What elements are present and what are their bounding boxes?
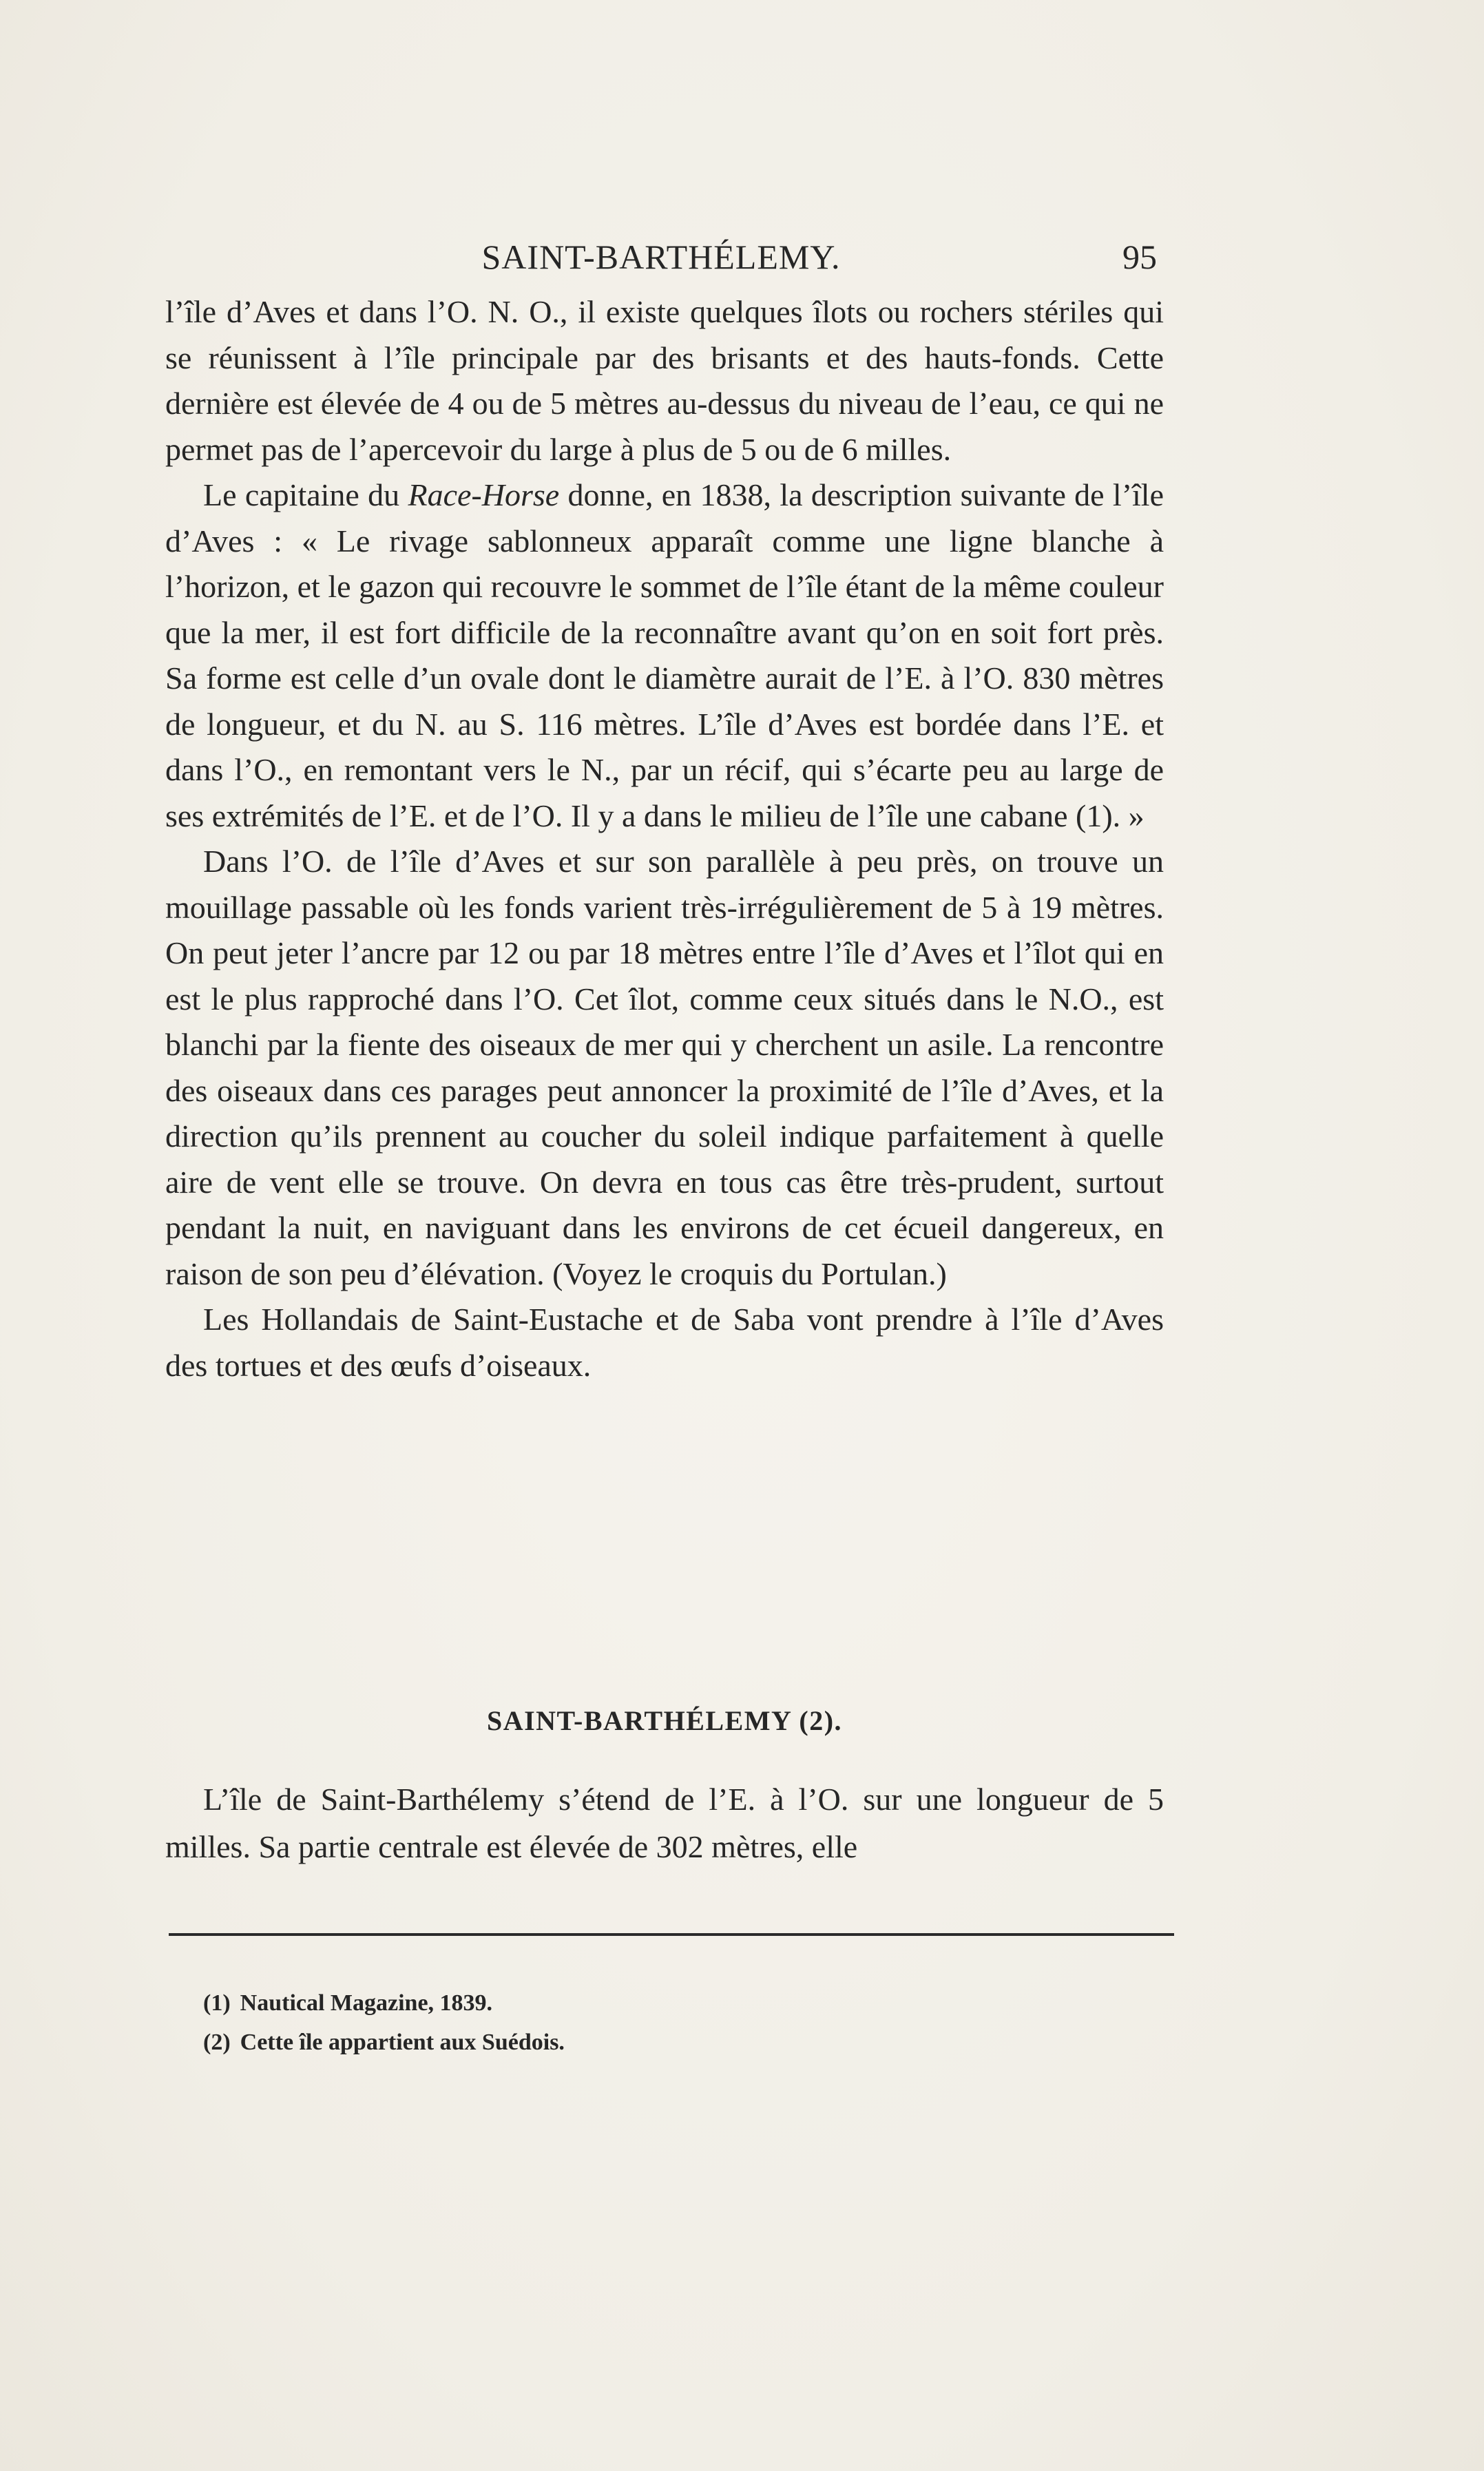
body-text (165, 289, 1164, 1388)
ship-name: Race-Horse (408, 477, 560, 512)
running-head (165, 229, 1157, 284)
footnote-2 (203, 2023, 1098, 2062)
footnote-marker: (1) (203, 1990, 231, 2016)
paragraph-race-horse-start: Le capitaine du (203, 477, 408, 512)
section-paragraph: L’île de Saint-Barthélemy s’étend de l’E. à l’O. sur une longueur de 5 milles. Sa partie centrale est élevée de 302 mètres, elle (165, 1782, 1164, 1864)
paragraph-continuation: l’île d’Aves et dans l’O. N. O., il existe quelques îlots ou rochers stériles qui se réunissent à l’île principale par des brisants et des hauts-fonds. Cette dernière est élevée de 4 ou de 5 mètres au-dessus du niveau de l’eau, ce qui ne permet pas de l’apercevoir du large à plus de 5 ou de 6 milles. (165, 294, 1164, 467)
footnote-divider (169, 1933, 1174, 1936)
paragraph-race-horse (165, 472, 1164, 839)
page-number: 95 (1122, 238, 1157, 276)
footnote-text: Cette île appartient aux Suédois. (240, 2030, 565, 2055)
paragraph-hollandais: Les Hollandais de Saint-Eustache et de Saba vont prendre à l’île d’Aves des tortues et des œufs d’oiseaux. (165, 1302, 1164, 1383)
footnote-text: Nautical Magazine, 1839. (240, 1990, 493, 2016)
footnote-marker: (2) (203, 2030, 231, 2055)
section-heading: SAINT-BARTHÉLEMY (2). (486, 1705, 843, 1736)
footnotes (203, 1983, 1098, 2062)
footnote-1 (203, 1983, 1098, 2023)
paragraph-anchorage: Dans l’O. de l’île d’Aves et sur son parallèle à peu près, on trouve un mouillage passable où les fonds varient très-irrégulièrement de 5 à 19 mètres. On peut jeter l’ancre par 12 ou par 18 mètres entre l’île d’Aves et l’îlot qui en est le plus rapproché dans l’O. Cet îlot, comme ceux situés dans le N.O., est blanchi par la fiente des oiseaux de mer qui y cherchent un asile. La rencontre des oiseaux dans ces parages peut annoncer la proximité de l’île d’Aves, et la direction qu’ils prennent au coucher du soleil indique parfaitement à quelle aire de vent elle se trouve. On devra en tous cas être très-prudent, surtout pendant la nuit, en naviguant dans les environs de cet écueil dangereux, en raison de son peu d’élévation. (Voyez le croquis du Portulan.) (165, 844, 1164, 1291)
running-title: SAINT-BARTHÉLEMY. (481, 238, 841, 276)
section-text (165, 1775, 1164, 1870)
paragraph-race-horse-rest: donne, en 1838, la description suivante de l’île d’Aves : « Le rivage sablonneux apparaît comme une ligne blanche à l’horizon, et le gazon qui recouvre le sommet de l’île étant de la même couleur que la mer, il est fort difficile de la reconnaître avant qu’on en soit fort près. Sa forme est celle d’un ovale dont le diamètre aurait de l’E. à l’O. 830 mètres de longueur, et du N. au S. 116 mètres. L’île d’Aves est bordée dans l’E. et dans l’O., en remontant vers le N., par un récif, qui s’écarte peu au large de ses extrémités de l’E. et de l’O. Il y a dans le milieu de l’île une cabane (1). » (165, 477, 1164, 833)
